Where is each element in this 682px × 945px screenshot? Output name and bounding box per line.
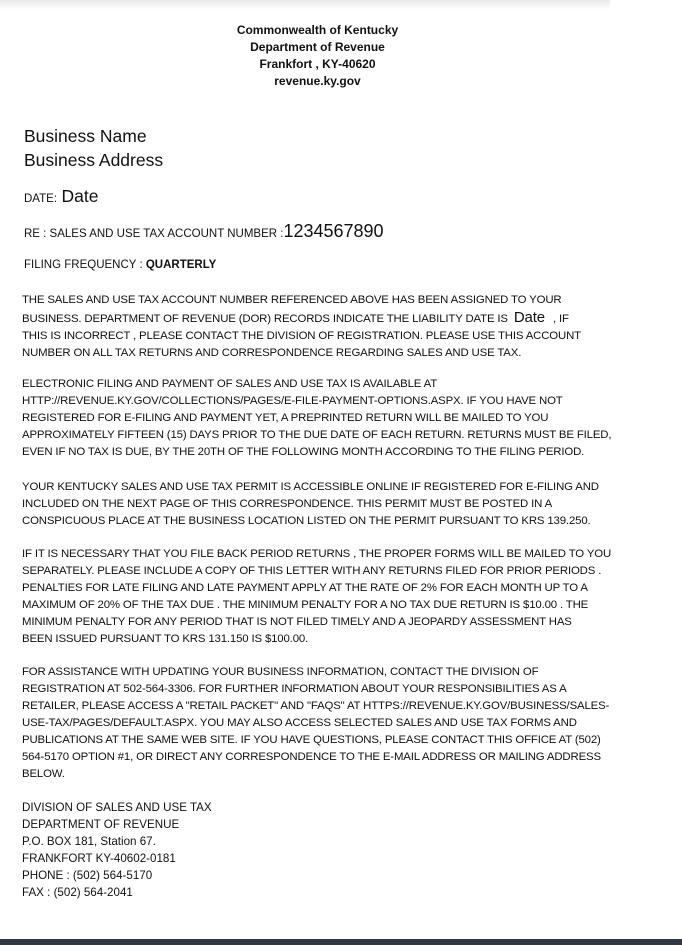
top-shadow bbox=[0, 0, 610, 10]
letterhead-state: Commonwealth of Kentucky bbox=[236, 23, 399, 37]
filing-frequency-label: FILING FREQUENCY : bbox=[24, 259, 143, 271]
letterhead-department: Department of Revenue bbox=[250, 40, 385, 54]
paragraph-line bbox=[22, 309, 610, 328]
paragraph-line: SEPARATELY. PLEASE INCLUDE A COPY OF THIS LETTER WITH ANY RETURNS FILED FOR PRIOR PERIODS . bbox=[22, 565, 602, 577]
filing-frequency-line bbox=[24, 259, 216, 271]
address-city: FRANKFORT KY-40602-0181 bbox=[22, 852, 176, 865]
date-line bbox=[24, 186, 98, 207]
paragraph-line: ELECTRONIC FILING AND PAYMENT OF SALES AND USE TAX IS AVAILABLE AT bbox=[22, 378, 438, 390]
paragraph-line: PENALTIES FOR LATE FILING AND LATE PAYMENT APPLY AT THE RATE OF 2% FOR EACH MONTH UP TO A bbox=[22, 582, 588, 594]
paragraph-line: YOUR KENTUCKY SALES AND USE TAX PERMIT IS ACCESSIBLE ONLINE IF REGISTERED FOR E-FILING AND bbox=[22, 481, 599, 493]
mailing-address-block bbox=[22, 799, 212, 901]
paragraph-line: NUMBER ON ALL TAX RETURNS AND CORRESPONDENCE REGARDING SALES AND USE TAX. bbox=[22, 347, 522, 359]
paragraph-line: CONSPICUOUS PLACE AT THE BUSINESS LOCATION LISTED ON THE PERMIT PURSUANT TO KRS 139.250. bbox=[22, 515, 591, 527]
paragraph-electronic-filing bbox=[22, 376, 610, 461]
paragraph-line: REGISTRATION AT 502-564-3306. FOR FURTHER INFORMATION ABOUT YOUR RESPONSIBILITIES AS A bbox=[22, 683, 567, 695]
account-number-label: RE : SALES AND USE TAX ACCOUNT NUMBER : bbox=[24, 228, 284, 240]
paragraph-line: HTTP://REVENUE.KY.GOV/COLLECTIONS/PAGES/E-FILE-PAYMENT-OPTIONS.ASPX. IF YOU HAVE NOT bbox=[22, 395, 563, 407]
business-address: Business Address bbox=[24, 150, 164, 170]
filing-frequency-value: QUARTERLY bbox=[145, 259, 217, 271]
business-name: Business Name bbox=[24, 126, 147, 146]
paragraph-penalties bbox=[22, 546, 610, 648]
paragraph-account-assigned bbox=[22, 292, 610, 362]
paragraph-line: IF IT IS NECESSARY THAT YOU FILE BACK PERIOD RETURNS , THE PROPER FORMS WILL BE MAILED TO YOU bbox=[22, 548, 612, 560]
letterhead bbox=[215, 22, 420, 90]
address-phone: PHONE : (502) 564-5170 bbox=[22, 869, 153, 882]
bottom-bar bbox=[0, 939, 682, 945]
paragraph-line: MAXIMUM OF 20% OF THE TAX DUE . THE MINIMUM PENALTY FOR A NO TAX DUE RETURN IS $10.00 . THE bbox=[22, 599, 589, 611]
paragraph-line: APPROXIMATELY FIFTEEN (15) DAYS PRIOR TO THE DUE DATE OF EACH RETURN. RETURNS MUST BE FILED, bbox=[22, 429, 612, 441]
paragraph-line: USE-TAX/PAGES/DEFAULT.ASPX. YOU MAY ALSO ACCESS SELECTED SALES AND USE TAX FORMS AND bbox=[22, 717, 577, 729]
paragraph-line: THIS IS INCORRECT , PLEASE CONTACT THE DIVISION OF REGISTRATION. PLEASE USE THIS ACCOUNT bbox=[22, 330, 581, 342]
date-value: Date bbox=[61, 186, 99, 206]
letterhead-website: revenue.ky.gov bbox=[274, 74, 361, 88]
paragraph-line: PUBLICATIONS AT THE SAME WEB SITE. IF YOU HAVE QUESTIONS, PLEASE CONTACT THIS OFFICE AT (502) bbox=[22, 734, 601, 746]
paragraph-line: THE SALES AND USE TAX ACCOUNT NUMBER REFERENCED ABOVE HAS BEEN ASSIGNED TO YOUR bbox=[22, 294, 562, 306]
account-number-value: 1234567890 bbox=[283, 221, 384, 241]
paragraph-line: REGISTERED FOR E-FILING AND PAYMENT YET, A PREPRINTED RETURN WILL BE MAILED TO YOU bbox=[22, 412, 549, 424]
liability-text-end: , IF bbox=[552, 313, 569, 325]
address-fax: FAX : (502) 564-2041 bbox=[22, 886, 133, 899]
business-info bbox=[24, 124, 163, 172]
paragraph-line: MINIMUM PENALTY FOR ANY PERIOD THAT IS NOT FILED TIMELY AND A JEOPARDY ASSESSMENT HAS bbox=[22, 616, 572, 628]
account-number-line bbox=[24, 221, 384, 242]
paragraph-line: 564-5170 OPTION #1, OR DIRECT ANY CORRESPONDENCE TO THE E-MAIL ADDRESS OR MAILING ADDRESS bbox=[22, 751, 601, 763]
paragraph-permit bbox=[22, 479, 610, 530]
liability-date: Date bbox=[513, 309, 545, 326]
paragraph-line: EVEN IF NO TAX IS DUE, BY THE 20TH OF THE FOLLOWING MONTH ACCORDING TO THE FILING PERIOD. bbox=[22, 446, 585, 458]
date-label: DATE: bbox=[24, 193, 58, 205]
paragraph-line: BELOW. bbox=[22, 768, 65, 780]
paragraph-line: INCLUDED ON THE NEXT PAGE OF THIS CORRESPONDENCE. THIS PERMIT MUST BE POSTED IN A bbox=[22, 498, 553, 510]
address-division: DIVISION OF SALES AND USE TAX bbox=[22, 801, 212, 814]
liability-text: BUSINESS. DEPARTMENT OF REVENUE (DOR) RECORDS INDICATE THE LIABILITY DATE IS bbox=[22, 313, 508, 325]
address-department: DEPARTMENT OF REVENUE bbox=[22, 818, 180, 831]
address-po-box: P.O. BOX 181, Station 67. bbox=[22, 835, 156, 848]
paragraph-line: BEEN ISSUED PURSUANT TO KRS 131.150 IS $100.00. bbox=[22, 633, 309, 645]
letterhead-city: Frankfort , KY-40620 bbox=[259, 57, 376, 71]
paragraph-assistance bbox=[22, 664, 610, 783]
paragraph-line: RETAILER, PLEASE ACCESS A "RETAIL PACKET" AND "FAQS" AT HTTPS://REVENUE.KY.GOV/BUSINESS/SALES- bbox=[22, 700, 610, 712]
paragraph-line: FOR ASSISTANCE WITH UPDATING YOUR BUSINESS INFORMATION, CONTACT THE DIVISION OF bbox=[22, 666, 539, 678]
